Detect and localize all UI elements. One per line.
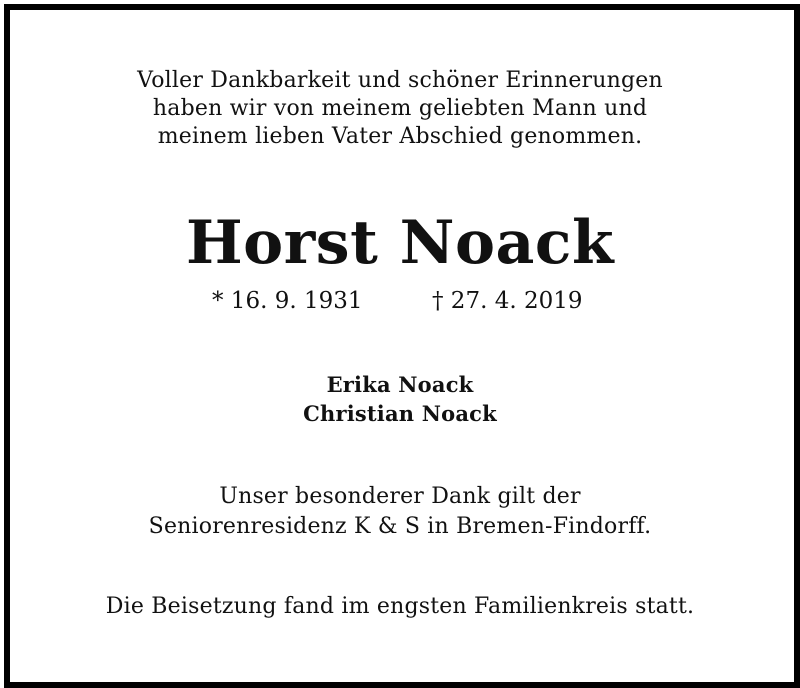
deceased-name: Horst Noack [185,208,615,278]
intro-line: Voller Dankbarkeit und schöner Erinnerungen [137,68,663,93]
death-date: † 27. 4. 2019 [432,288,583,314]
intro-line: haben wir von meinem geliebten Mann und [152,96,648,121]
mourner-name: Erika Noack [326,372,474,397]
mourner-name: Christian Noack [303,401,497,426]
thanks-line: Seniorenresidenz K & S in Bremen-Findorff. [148,514,652,539]
birth-date: * 16. 9. 1931 [212,288,363,314]
funeral-note: Die Beisetzung fand im engsten Familienkreis statt. [105,594,695,619]
intro-line: meinem lieben Vater Abschied genommen. [157,124,643,149]
thanks-line: Unser besonderer Dank gilt der [219,484,581,509]
